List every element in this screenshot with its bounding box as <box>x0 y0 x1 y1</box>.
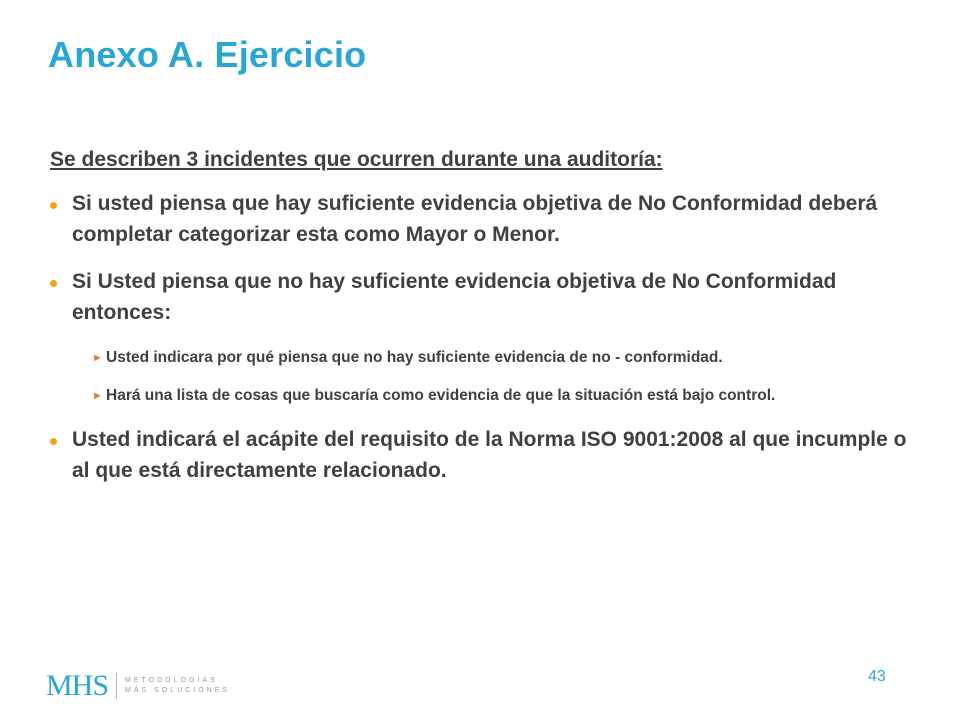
logo-line-2: MÁS SOLUCIONES <box>125 687 231 694</box>
bullet-text: Si Usted piensa que no hay suficiente evidencia objetiva de No Conformidad entonces: <box>72 270 837 324</box>
arrow-right-icon: ► <box>92 390 103 402</box>
sub-bullet-item <box>72 384 910 408</box>
arrow-right-icon: ► <box>92 352 103 364</box>
sub-bullet-text: Usted indicara por qué piensa que no hay suficiente evidencia de no - conformidad. <box>106 349 723 366</box>
company-logo <box>46 668 230 704</box>
bullet-dot-icon <box>50 202 57 209</box>
logo-divider <box>116 673 117 699</box>
logo-line-1: METODOLOGÍAS <box>125 677 218 684</box>
bullet-dot-icon <box>50 438 57 445</box>
slide-title: Anexo A. Ejercicio <box>48 34 367 75</box>
slide-body <box>50 146 910 502</box>
bullet-dot-icon <box>50 280 57 287</box>
logo-mark: MHS <box>46 669 109 702</box>
logo-wordmark <box>125 676 230 696</box>
sub-bullet-text: Hará una lista de cosas que buscaría como evidencia de que la situación está bajo control. <box>106 387 776 404</box>
bullet-text: Si usted piensa que hay suficiente evidencia objetiva de No Conformidad deberá completar categorizar esta como Mayor o Menor. <box>72 192 878 246</box>
bullet-item <box>50 188 910 250</box>
page-number: 43 <box>868 668 886 685</box>
sub-bullet-item <box>72 346 910 370</box>
bullet-item <box>50 424 910 486</box>
bullet-list <box>50 188 910 486</box>
sub-bullet-list <box>72 346 910 408</box>
intro-text: Se describen 3 incidentes que ocurren durante una auditoría: <box>50 148 663 171</box>
bullet-item <box>50 266 910 408</box>
bullet-text: Usted indicará el acápite del requisito de la Norma ISO 9001:2008 al que incumple o al que está directamente relacionado. <box>72 428 907 482</box>
